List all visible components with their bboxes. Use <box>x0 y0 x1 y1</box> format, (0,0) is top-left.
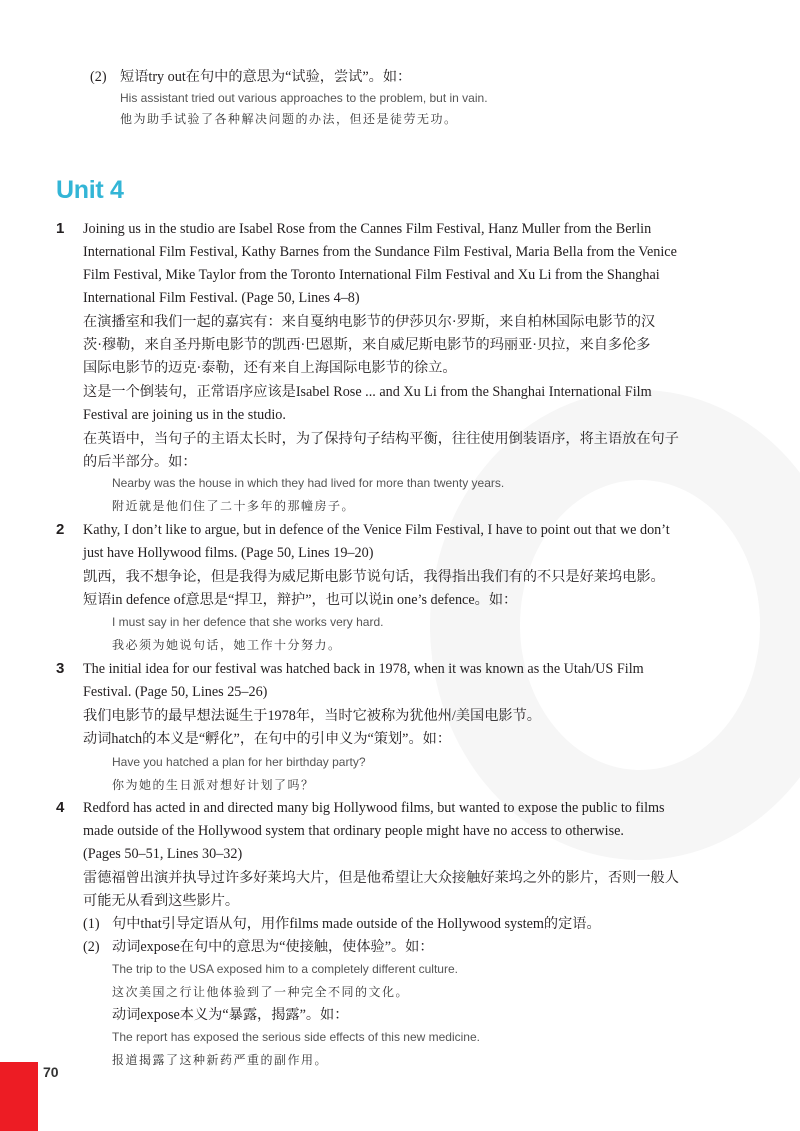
top-note-example-en: His assistant tried out various approaches to the problem, but in vain. <box>120 91 488 105</box>
item-4-example1-en: The trip to the USA exposed him to a completely different culture. <box>112 962 458 976</box>
item-4-en-line: (Pages 50–51, Lines 30–32) <box>83 846 243 862</box>
sub-point-text: 句中that引导定语从句，用作films made outside of the Hollywood system的定语。 <box>112 916 601 932</box>
item-1-en-line: International Film Festival, Kathy Barnes from the Sundance Film Festival, Maria Bella from the Venice <box>83 244 677 260</box>
item-4-zh-line: 雷德福曾出演并执导过许多好莱坞大片，但是他希望让大众接触好莱坞之外的影片，否则一般人 <box>83 870 679 886</box>
item-2-example-en: I must say in her defence that she works very hard. <box>112 615 384 629</box>
item-3-example-zh: 你为她的生日派对想好计划了吗？ <box>112 778 315 792</box>
item-4-example2-en: The report has exposed the serious side effects of this new medicine. <box>112 1030 480 1044</box>
item-3-en-line: The initial idea for our festival was hatched back in 1978, when it was known as the Utah/US Film <box>83 661 644 677</box>
page-tab <box>0 1062 38 1131</box>
item-1-zh-line: 国际电影节的迈克·泰勒，还有来自上海国际电影节的徐立。 <box>83 360 457 376</box>
top-note-example-zh: 他为助手试验了各种解决问题的办法，但还是徒劳无功。 <box>120 112 458 126</box>
sub-point-text: 动词expose在句中的意思为“使接触，使体验”。如： <box>112 939 434 955</box>
item-number: 4 <box>56 799 65 816</box>
item-1-note-line: 这是一个倒装句，正常语序应该是Isabel Rose ... and Xu Li from the Shanghai International Film <box>83 384 652 400</box>
sub-point-number: (2) <box>83 939 100 955</box>
item-2-en-line: just have Hollywood films. (Page 50, Lines 19–20) <box>83 545 374 561</box>
item-1-en-line: Joining us in the studio are Isabel Rose from the Cannes Film Festival, Hanz Muller from the Berlin <box>83 221 652 237</box>
top-note-number: (2) <box>90 69 107 85</box>
item-number: 1 <box>56 220 65 237</box>
item-4-en-line: Redford has acted in and directed many big Hollywood films, but wanted to expose the public to films <box>83 800 665 816</box>
item-2-example-zh: 我必须为她说句话，她工作十分努力。 <box>112 638 342 652</box>
unit-title: Unit 4 <box>56 176 124 204</box>
top-note-text: 短语try out在句中的意思为“试验，尝试”。如： <box>120 69 412 85</box>
item-4-zh-line: 可能无从看到这些影片。 <box>83 893 240 909</box>
item-1-note-line: 的后半部分。如： <box>83 454 197 470</box>
item-3-en-line: Festival. (Page 50, Lines 25–26) <box>83 684 268 700</box>
item-number: 2 <box>56 521 65 538</box>
item-1-zh-line: 在演播室和我们一起的嘉宾有：来自戛纳电影节的伊莎贝尔·罗斯，来自柏林国际电影节的汉 <box>83 314 656 330</box>
item-3-zh-line: 动词hatch的本义是“孵化”，在句中的引申义为“策划”。如： <box>83 731 452 747</box>
item-3-zh-line: 我们电影节的最早想法诞生于1978年，当时它被称为犹他州/美国电影节。 <box>83 708 541 724</box>
item-1-note-line: Festival are joining us in the studio. <box>83 407 286 423</box>
page-number: 70 <box>43 1064 59 1080</box>
item-2-zh-line: 凯西，我不想争论，但是我得为威尼斯电影节说句话，我得指出我们有的不只是好莱坞电影。 <box>83 569 665 585</box>
item-1-en-line: International Film Festival. (Page 50, Lines 4–8) <box>83 290 360 306</box>
item-2-zh-line: 短语in defence of意思是“捍卫，辩护”，也可以说in one’s defence。如： <box>83 592 518 608</box>
item-4-extra-note: 动词expose本义为“暴露，揭露”。如： <box>112 1007 349 1023</box>
item-4-example2-zh: 报道揭露了这种新药严重的副作用。 <box>112 1053 329 1067</box>
item-4-example1-zh: 这次美国之行让他体验到了一种完全不同的文化。 <box>112 985 410 999</box>
sub-point-number: (1) <box>83 916 100 932</box>
item-1-zh-line: 茨·穆勒，来自圣丹斯电影节的凯西·巴恩斯，来自威尼斯电影节的玛丽亚·贝拉，来自多伦多 <box>83 337 651 353</box>
item-1-example-en: Nearby was the house in which they had lived for more than twenty years. <box>112 476 505 490</box>
item-4-en-line: made outside of the Hollywood system that ordinary people might have no access to otherwise. <box>83 823 624 839</box>
item-number: 3 <box>56 660 65 677</box>
item-1-note-line: 在英语中，当句子的主语太长时，为了保持句子结构平衡，往往使用倒装语序，将主语放在句子 <box>83 431 679 447</box>
item-2-en-line: Kathy, I don’t like to argue, but in defence of the Venice Film Festival, I have to point out that we don’t <box>83 522 670 538</box>
item-1-example-zh: 附近就是他们住了二十多年的那幢房子。 <box>112 499 356 513</box>
item-1-en-line: Film Festival, Mike Taylor from the Toronto International Film Festival and Xu Li from the Shanghai <box>83 267 660 283</box>
item-3-example-en: Have you hatched a plan for her birthday party? <box>112 755 366 769</box>
